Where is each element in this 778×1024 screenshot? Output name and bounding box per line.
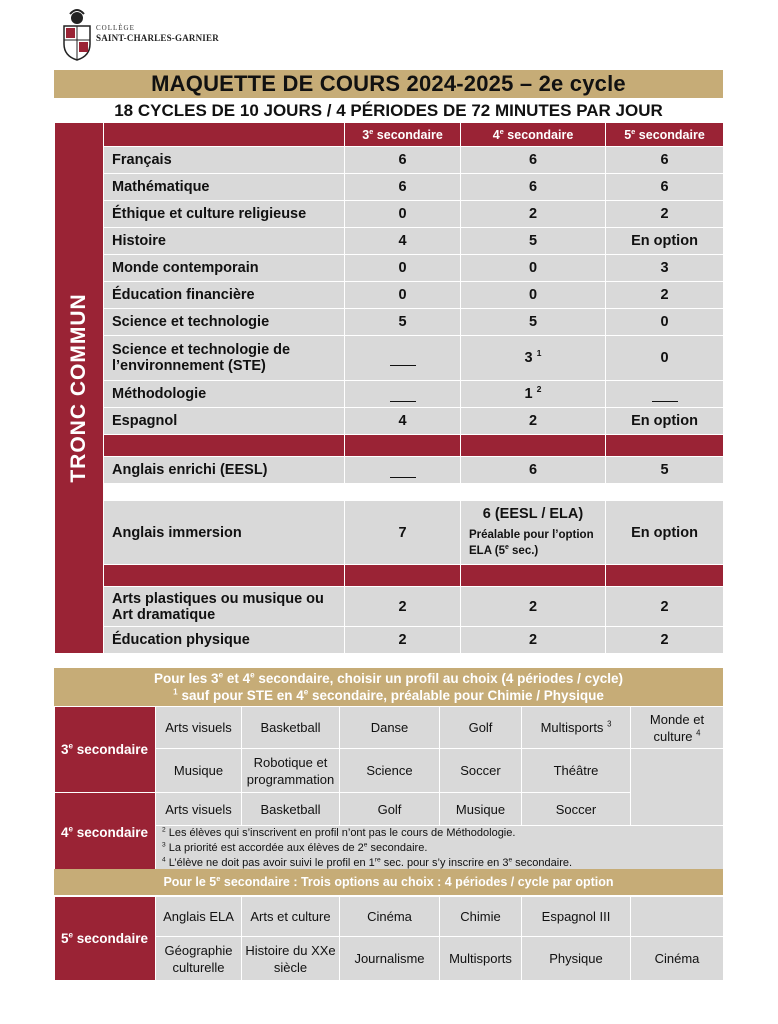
value-4e: 3 $^1$: [461, 336, 606, 381]
subject-name: Éducation physique: [104, 627, 345, 654]
page-subtitle: 18 CYCLES DE 10 JOURS / 4 PÉRIODES DE 72 MINUTES PAR JOUR: [114, 101, 663, 120]
school-logo: [60, 8, 230, 66]
profile-option[interactable]: Arts visuels: [156, 707, 242, 749]
profile-option[interactable]: Golf: [340, 793, 440, 826]
subject-name: Mathématique: [104, 174, 345, 201]
value-3e: 4: [345, 408, 461, 435]
profile-option[interactable]: Basketball: [242, 793, 340, 826]
notes-row: [55, 826, 724, 872]
title-band: [54, 70, 723, 98]
profile-band-line1: Pour les 3e et 4e secondaire, choisir un profil au choix (4 périodes / cycle): [154, 670, 623, 686]
value-4e: 2: [461, 627, 606, 654]
header-3e: 3e secondaire: [345, 123, 461, 147]
page-title: MAQUETTE DE COURS 2024-2025 – 2e cycle: [151, 71, 626, 96]
immersion-note: Préalable pour l’option ELA (5e sec.): [469, 528, 594, 557]
option-row: [55, 937, 724, 981]
profile-option[interactable]: Musique: [156, 749, 242, 793]
subject-name: Anglais enrichi (EESL): [104, 457, 345, 484]
subject-name: Éducation financière: [104, 282, 345, 309]
profile-row: [55, 749, 724, 793]
option-item[interactable]: Cinéma: [340, 897, 440, 937]
dash-mark: [390, 394, 416, 402]
option-item[interactable]: Espagnol III: [522, 897, 631, 937]
table-row: [55, 309, 724, 336]
table-row: [55, 282, 724, 309]
value-3e: 0: [345, 282, 461, 309]
subject-name: Français: [104, 147, 345, 174]
option-item[interactable]: Journalisme: [340, 937, 440, 981]
empty-cell: [631, 749, 724, 826]
separator-row: [55, 435, 724, 457]
value-5e: 0: [606, 336, 724, 381]
value-5e: 5: [606, 457, 724, 484]
table-row: [55, 408, 724, 435]
value-5e: [606, 381, 724, 408]
subject-name: Science et technologie: [104, 309, 345, 336]
profile-row: [55, 793, 724, 826]
option-item[interactable]: Géographie culturelle: [156, 937, 242, 981]
value-4e: 0: [461, 255, 606, 282]
value-5e: 2: [606, 201, 724, 228]
profile-option[interactable]: Multisports $^3$: [522, 707, 631, 749]
value-4e: 2: [461, 587, 606, 627]
table-row: [55, 587, 724, 627]
value-5e: 2: [606, 587, 724, 627]
value-4e: [461, 501, 606, 565]
profile-option[interactable]: Danse: [340, 707, 440, 749]
value-3e: 2: [345, 587, 461, 627]
table-row: [55, 147, 724, 174]
value-4e: 2: [461, 201, 606, 228]
value-3e: 6: [345, 174, 461, 201]
table-row: [55, 336, 724, 381]
profile-option[interactable]: Soccer: [522, 793, 631, 826]
dash-mark: [652, 394, 678, 402]
value-4e: 6: [461, 147, 606, 174]
option-item[interactable]: Anglais ELA: [156, 897, 242, 937]
table-row: [55, 228, 724, 255]
profile-option[interactable]: Musique: [440, 793, 522, 826]
crest-icon: [60, 8, 94, 64]
value-5e: 3: [606, 255, 724, 282]
profile-option[interactable]: Science: [340, 749, 440, 793]
profile-option[interactable]: Basketball: [242, 707, 340, 749]
subject-name: Méthodologie: [104, 381, 345, 408]
option-item[interactable]: Cinéma: [631, 937, 724, 981]
immersion-value: 6 (EESL / ELA): [482, 505, 584, 522]
value-5e: 6: [606, 147, 724, 174]
header-4e: 4e secondaire: [461, 123, 606, 147]
dash-mark: [390, 358, 416, 366]
option-row: [55, 897, 724, 937]
value-4e: 1 $^2$: [461, 381, 606, 408]
level-3e-label: 3e secondaire: [55, 707, 156, 793]
subject-name: Science et technologie de l’environnement (STE): [104, 336, 345, 381]
subject-name: Arts plastiques ou musique ou Art dramatique: [104, 587, 345, 627]
footnote: $^2$ Les élèves qui s’inscrivent en profil n’ont pas le cours de Méthodologie.: [162, 826, 516, 839]
table-row: [55, 174, 724, 201]
tronc-commun-label: TRONC COMMUN: [55, 123, 104, 654]
dash-mark: [390, 470, 416, 478]
logo-line2: SAINT-CHARLES-GARNIER: [96, 33, 219, 43]
table-row: [55, 381, 724, 408]
value-3e: 7: [345, 501, 461, 565]
profile-row: [55, 707, 724, 749]
footnote: $^4$ L’élève ne doit pas avoir suivi le profil en 1re sec. pour s’y inscrire en 3e secondaire.: [162, 856, 573, 869]
options-table: [54, 896, 724, 981]
table-row: [55, 501, 724, 565]
profile-option[interactable]: Arts visuels: [156, 793, 242, 826]
subject-name: Anglais immersion: [104, 501, 345, 565]
subject-name: Histoire: [104, 228, 345, 255]
footnote: $^3$ La priorité est accordée aux élèves de 2e secondaire.: [162, 841, 428, 854]
option-item[interactable]: Arts et culture: [242, 897, 340, 937]
value-4e: 5: [461, 309, 606, 336]
value-5e: 0: [606, 309, 724, 336]
value-4e: 6: [461, 457, 606, 484]
subject-name: Monde contemporain: [104, 255, 345, 282]
option-item[interactable]: Physique: [522, 937, 631, 981]
value-5e: 2: [606, 282, 724, 309]
separator-row: [55, 565, 724, 587]
value-5e: 6: [606, 174, 724, 201]
value-4e: 2: [461, 408, 606, 435]
value-4e: 6: [461, 174, 606, 201]
value-3e: [345, 336, 461, 381]
header-5e: 5e secondaire: [606, 123, 724, 147]
option-item[interactable]: Histoire du XXe siècle: [242, 937, 340, 981]
footnotes: [156, 826, 724, 872]
level-5e-label: 5e secondaire: [55, 897, 156, 981]
subject-name: Éthique et culture religieuse: [104, 201, 345, 228]
profile-option[interactable]: Soccer: [440, 749, 522, 793]
profile-option[interactable]: Golf: [440, 707, 522, 749]
profile-option[interactable]: Monde et culture $^4$: [631, 707, 724, 749]
core-curriculum-table: [54, 122, 724, 654]
table-row: [55, 457, 724, 484]
option-item[interactable]: Chimie: [440, 897, 522, 937]
value-3e: [345, 381, 461, 408]
subject-name: Espagnol: [104, 408, 345, 435]
value-3e: [345, 457, 461, 484]
profile-table: [54, 706, 724, 872]
option-item[interactable]: Multisports: [440, 937, 522, 981]
logo-line1: COLLÈGE: [96, 24, 135, 32]
table-row: [55, 627, 724, 654]
value-4e: 0: [461, 282, 606, 309]
level-4e-label: 4e secondaire: [55, 793, 156, 872]
value-5e: En option: [606, 501, 724, 565]
value-3e: 4: [345, 228, 461, 255]
value-4e: 5: [461, 228, 606, 255]
value-3e: 0: [345, 255, 461, 282]
value-5e: En option: [606, 408, 724, 435]
spacer-row: [55, 484, 724, 501]
value-3e: 5: [345, 309, 461, 336]
value-3e: 0: [345, 201, 461, 228]
profile-band-line2: $^1$ sauf pour STE en 4e secondaire, préalable pour Chimie / Physique: [173, 687, 604, 703]
empty-cell: [631, 897, 724, 937]
profile-option[interactable]: Robotique et programmation: [242, 749, 340, 793]
value-3e: 2: [345, 627, 461, 654]
value-3e: 6: [345, 147, 461, 174]
options-band: Pour le 5e secondaire : Trois options au choix : 4 périodes / cycle par option: [54, 869, 723, 895]
value-5e: En option: [606, 228, 724, 255]
profile-option[interactable]: Théâtre: [522, 749, 631, 793]
table-row: [55, 201, 724, 228]
value-5e: 2: [606, 627, 724, 654]
table-row: [55, 255, 724, 282]
profile-band: [54, 668, 723, 706]
